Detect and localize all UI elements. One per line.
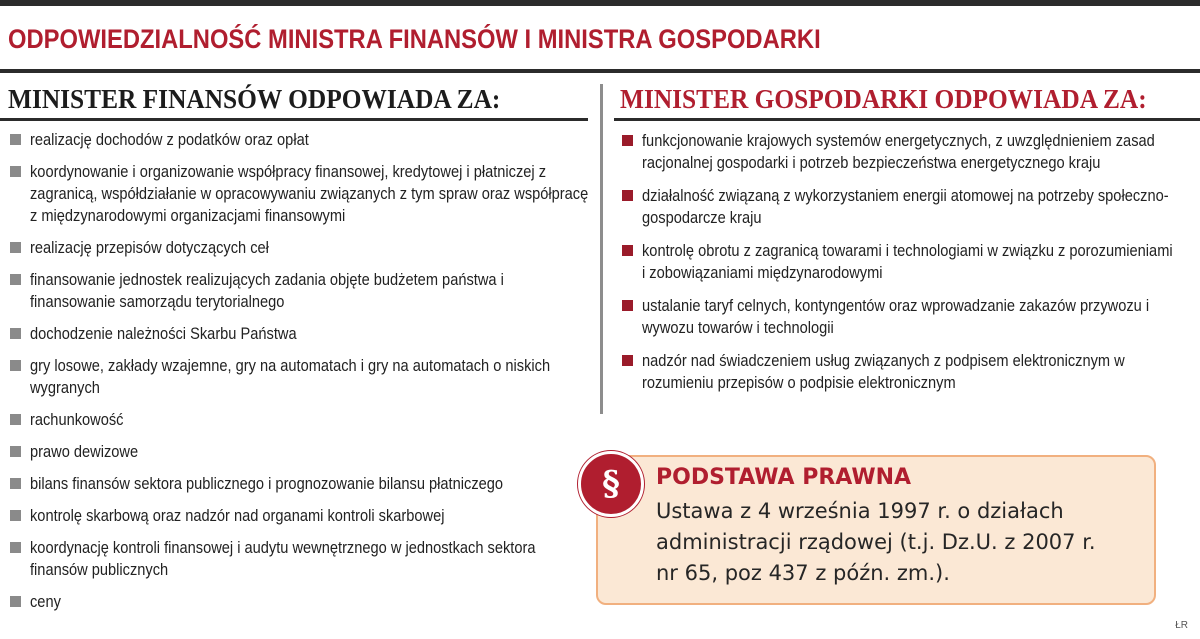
legal-basis-line: Ustawa z 4 września 1997 r. o działach <box>656 499 1064 523</box>
list-item: koordynowanie i organizowanie współpracy finansowej, kredytowej i płatniczej z zagranicą, współdziałanie w opracowywaniu związanych z tym spraw oraz współpracę z międzynarodowymi organizacjami finansowymi <box>8 161 593 227</box>
square-bullet-icon <box>622 355 633 366</box>
square-bullet-icon <box>10 328 21 339</box>
legal-basis-line: nr 65, poz 437 z późn. zm.). <box>656 561 950 585</box>
list-item: rachunkowość <box>8 409 593 431</box>
right-column-heading: MINISTER GOSPODARKI ODPOWIADA ZA: <box>620 84 1147 114</box>
left-heading-rule <box>0 118 588 121</box>
finance-minister-list <box>8 129 593 623</box>
list-item: bilans finansów sektora publicznego i prognozowanie bilansu płatniczego <box>8 473 593 495</box>
square-bullet-icon <box>10 274 21 285</box>
list-item: działalność związaną z wykorzystaniem energii atomowej na potrzeby społeczno-gospodarcze kraju <box>620 185 1180 229</box>
list-item: kontrolę obrotu z zagranicą towarami i technologiami w związku z porozumieniami i zobowiązaniami międzynarodowymi <box>620 240 1180 284</box>
square-bullet-icon <box>10 360 21 371</box>
list-item: ceny <box>8 591 593 613</box>
list-item: nadzór nad świadczeniem usług związanych z podpisem elektronicznym w rozumieniu przepisów o podpisie elektronicznym <box>620 350 1180 394</box>
list-item: funkcjonowanie krajowych systemów energetycznych, z uwzględnieniem zasad racjonalnej gospodarki i potrzeb bezpieczeństwa energetycznego kraju <box>620 130 1180 174</box>
square-bullet-icon <box>622 190 633 201</box>
list-item: ustalanie taryf celnych, kontyngentów oraz wprowadzanie zakazów przywozu i wywozu towarów i technologii <box>620 295 1180 339</box>
square-bullet-icon <box>10 242 21 253</box>
list-item: kontrolę skarbową oraz nadzór nad organami kontroli skarbowej <box>8 505 593 527</box>
square-bullet-icon <box>622 245 633 256</box>
square-bullet-icon <box>10 478 21 489</box>
list-item: realizację dochodów z podatków oraz opłat <box>8 129 593 151</box>
title-rule <box>0 69 1200 73</box>
legal-basis-line: administracji rządowej (t.j. Dz.U. z 2007 r. <box>656 530 1096 554</box>
list-item: realizację przepisów dotyczących ceł <box>8 237 593 259</box>
list-item: koordynację kontroli finansowej i audytu wewnętrznego w jednostkach sektora finansów publicznych <box>8 537 593 581</box>
list-item: finansowanie jednostek realizujących zadania objęte budżetem państwa i finansowanie samorządu terytorialnego <box>8 269 593 313</box>
square-bullet-icon <box>622 300 633 311</box>
right-heading-rule <box>614 118 1200 121</box>
square-bullet-icon <box>10 414 21 425</box>
square-bullet-icon <box>10 446 21 457</box>
legal-basis-title: PODSTAWA PRAWNA <box>656 465 912 490</box>
page-title: ODPOWIEDZIALNOŚĆ MINISTRA FINANSÓW I MINISTRA GOSPODARKI <box>8 24 821 54</box>
economy-minister-list <box>620 130 1180 405</box>
list-item: prawo dewizowe <box>8 441 593 463</box>
square-bullet-icon <box>10 510 21 521</box>
list-item: gry losowe, zakłady wzajemne, gry na automatach i gry na automatach o niskich wygranych <box>8 355 593 399</box>
square-bullet-icon <box>10 166 21 177</box>
square-bullet-icon <box>622 135 633 146</box>
legal-basis-text <box>656 496 1136 589</box>
square-bullet-icon <box>10 596 21 607</box>
top-rule <box>0 0 1200 6</box>
list-item: dochodzenie należności Skarbu Państwa <box>8 323 593 345</box>
author-signature: ŁR <box>1175 620 1188 631</box>
square-bullet-icon <box>10 134 21 145</box>
square-bullet-icon <box>10 542 21 553</box>
left-column-heading: MINISTER FINANSÓW ODPOWIADA ZA: <box>8 84 501 114</box>
paragraph-icon: § <box>578 451 644 517</box>
